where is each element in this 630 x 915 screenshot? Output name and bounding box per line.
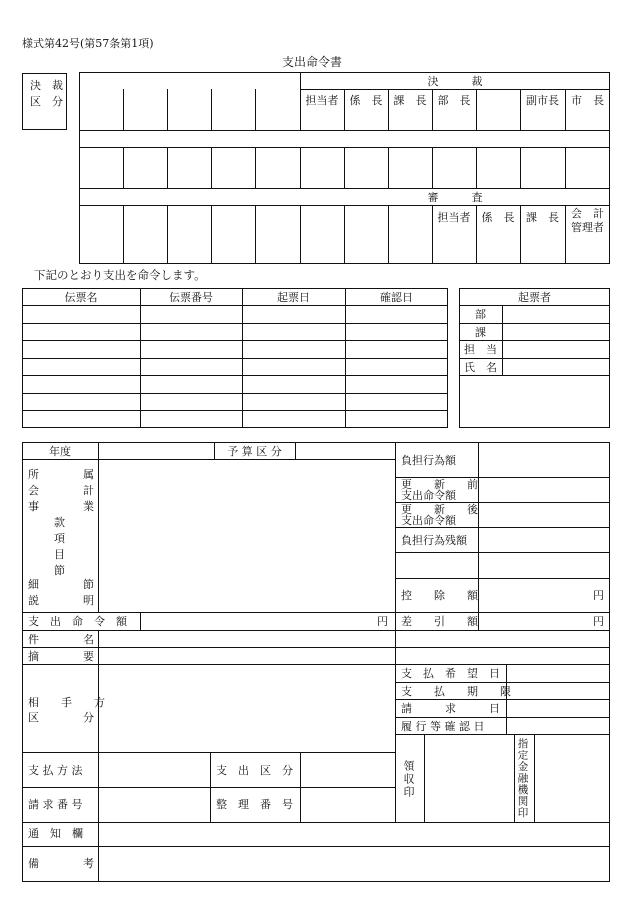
shinsa-role-kacho: 課 長: [526, 211, 559, 224]
drafter-header: 起票者: [518, 291, 551, 304]
label-tsuchi: 通 知 欄: [28, 827, 83, 840]
instruction-text: 下記のとおり支出を命令します。: [34, 268, 206, 282]
label-koshin-mae-1: 更 新 前: [401, 478, 478, 491]
shinsa-role-kaikei: 会 計: [571, 207, 604, 220]
label-tekiyo: 摘 要: [28, 650, 94, 663]
label-aite-2: 区 分: [28, 711, 94, 724]
slip-header-name: 伝票名: [64, 291, 98, 304]
kessai-kubun-line2: 区 分: [30, 95, 63, 108]
shinsa-header: 審 査: [427, 191, 483, 204]
label-shitei-kinyu-in: 指定金融機関印: [516, 738, 529, 819]
label-biko: 備 考: [28, 857, 94, 870]
label-shiharai-hoho: 支 払 方 法: [28, 764, 83, 777]
slip-header-number: 伝票番号: [169, 291, 213, 304]
label-ryoshu-in: 領収印: [402, 760, 415, 799]
label-futan-zan: 負担行為残額: [401, 534, 467, 547]
label-seikyu-bi: 請 求 日: [401, 702, 500, 715]
kessai-role-fukushicho: 副市長: [526, 94, 559, 107]
label-yosan-kubun: 予 算 区 分: [227, 445, 282, 458]
shinsa-role-kakaricho: 係 長: [481, 211, 515, 224]
form-number: 様式第42号(第57条第1項): [22, 37, 154, 50]
label-kenmei: 件 名: [28, 633, 94, 646]
drafter-bu: 部: [475, 308, 486, 321]
label-setsu: 節: [54, 564, 65, 577]
label-shishutsu-kubun: 支 出 区 分: [216, 764, 293, 777]
label-shiharai-kigen: 支 払 期 限: [401, 685, 511, 698]
label-rikou: 履 行 等 確 認 日: [401, 720, 485, 733]
label-saisetsu: 細 節: [28, 578, 94, 591]
kessai-role-bucho: 部 長: [437, 94, 471, 107]
kessai-role-kakaricho: 係 長: [349, 94, 383, 107]
label-shiharai-kibo: 支 払 希 望 日: [401, 667, 500, 680]
label-shozoku: 所 属: [28, 468, 94, 481]
label-shishutsu-meirei: 支 出 命 令 額: [28, 615, 127, 628]
label-seikyu-bango: 請 求 番 号: [28, 798, 83, 811]
label-kan: 款: [54, 516, 65, 529]
label-kaikei: 会 計: [28, 484, 94, 497]
slip-header-confirm-date: 確認日: [380, 291, 413, 304]
shinsa-role-kanrisha: 管理者: [571, 221, 604, 234]
kessai-kubun-line1: 決 裁: [30, 79, 63, 92]
label-koshin-go-1: 更 新 後: [401, 503, 478, 516]
label-jigyo: 事 業: [28, 500, 94, 513]
kessai-header: 決 裁: [427, 75, 483, 88]
kessai-role-shicho: 市 長: [571, 94, 604, 107]
unit-yen-kojo: 円: [593, 589, 604, 602]
unit-yen-meirei: 円: [377, 615, 388, 628]
label-futan: 負担行為額: [401, 454, 456, 467]
shinsa-role-tanto: 担当者: [437, 211, 471, 224]
drafter-ka: 課: [475, 326, 486, 339]
drafter-tanto: 担 当: [464, 343, 497, 356]
page-title: 支出命令書: [282, 55, 343, 69]
drafter-shimei: 氏 名: [464, 361, 497, 374]
label-kou: 項: [54, 532, 65, 545]
label-koshin-go-2: 支出命令額: [401, 514, 456, 527]
label-setsumei: 説 明: [28, 594, 94, 607]
label-moku: 目: [54, 548, 65, 561]
kessai-role-kacho: 課 長: [393, 94, 427, 107]
label-nendo: 年度: [49, 445, 71, 458]
unit-yen-sahiki: 円: [593, 615, 604, 628]
label-aite-1: 相 手 方: [28, 696, 105, 709]
label-koshin-mae-2: 支出命令額: [401, 489, 456, 502]
slip-header-draft-date: 起票日: [277, 291, 310, 304]
label-seiri-bango: 整 理 番 号: [216, 798, 293, 811]
label-kojo: 控 除 額: [401, 589, 478, 602]
kessai-role-tanto: 担当者: [305, 94, 339, 107]
label-sahiki: 差 引 額: [401, 615, 478, 628]
